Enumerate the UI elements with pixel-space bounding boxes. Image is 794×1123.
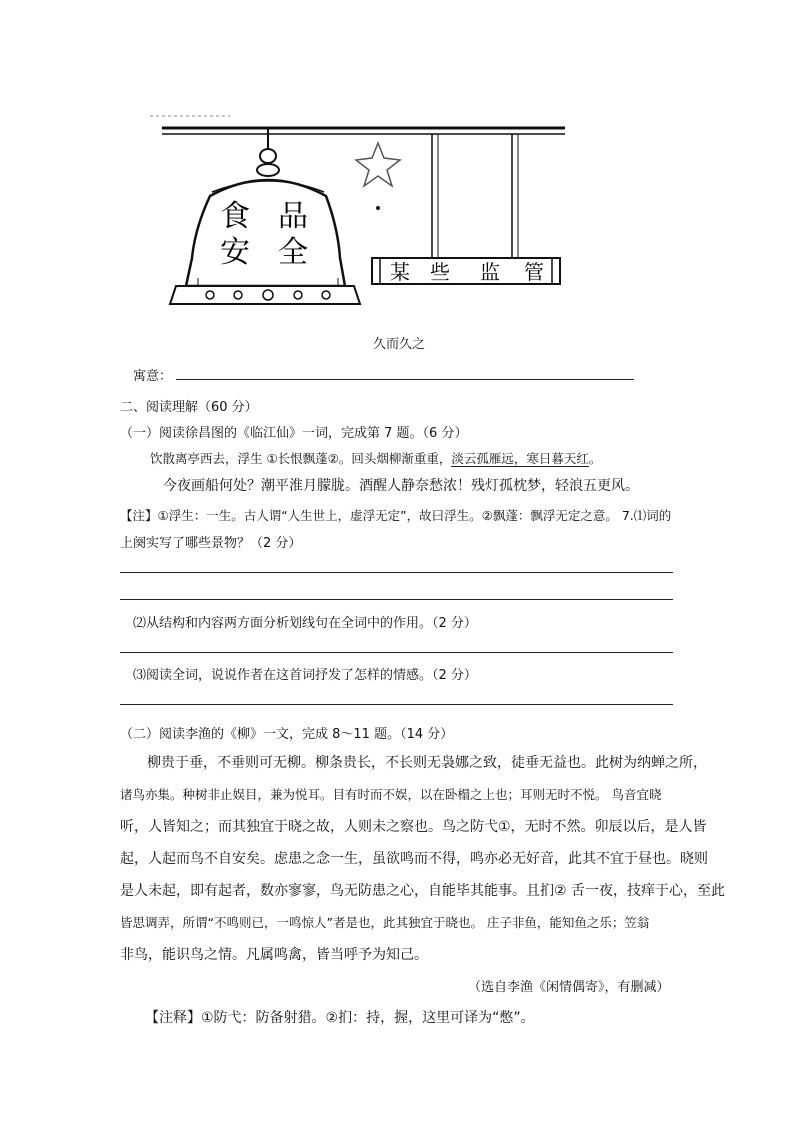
prose-line-6: 皆思调弄，所谓“不鸣则已，一鸣惊人”者是也，此其独宜于晓也。 庄子非鱼，能知鱼之乐；笠翁 — [120, 915, 650, 930]
prose-annotation: 【注释】①防弋：防备射猎。②扪：持，握，这里可译为“憋”。 — [145, 1010, 535, 1026]
question-7-2: ⑵从结构和内容两方面分析划线句在全词中的作用。（2 分） — [133, 616, 477, 631]
bell-char-1: 食 — [220, 199, 250, 234]
cartoon-illustration — [140, 108, 570, 318]
bell-char-2: 品 — [278, 199, 308, 234]
answer-line — [120, 599, 673, 600]
scroll-char-2: 些 — [430, 260, 450, 284]
prose-line-1: 柳贵于垂，不垂则可无柳。柳条贵长，不长则无袅娜之致，徒垂无益也。此树为纳蝉之所， — [147, 755, 707, 771]
answer-line — [120, 652, 673, 653]
poem-underlined-sentence: 淡云孤雁远，寒日暮天红 — [451, 451, 589, 466]
prose-line-5: 是人未起，即有起者，数亦寥寥，鸟无防患之心，自能毕其能事。且扪② 舌一夜，技痒于心，至此 — [120, 883, 725, 899]
scroll-char-1: 某 — [390, 260, 410, 284]
meaning-label: 寓意： — [133, 369, 173, 384]
poem-line-1-end: 。 — [588, 451, 602, 466]
prose-line-3: 听，人皆知之；而其独宜于晓之故，人则未之察也。鸟之防弋①，无时不然。卯辰以后，是人皆 — [120, 819, 707, 835]
answer-line — [120, 704, 673, 705]
poem-line-1 — [150, 449, 601, 467]
meaning-answer-line — [176, 379, 634, 380]
scroll-char-3: 监 — [480, 260, 500, 284]
poem-line-2: 今夜画船何处？潮平淮月朦胧。酒醒人静奈愁浓！残灯孤枕梦，轻浪五更风。 — [163, 478, 639, 494]
part2-intro: （二）阅读李渔的《柳》一文，完成 8～11 题。（14 分） — [120, 727, 454, 742]
answer-line — [120, 572, 673, 573]
scroll-char-4: 管 — [524, 260, 544, 284]
bell-char-4: 全 — [278, 235, 308, 270]
poem-note-line-1: 【注】①浮生：一生。古人谓“人生世上，虚浮无定”，故曰浮生。②飘蓬：飘浮无定之意。 7.⑴词的 — [120, 508, 672, 523]
section2-heading: 二、阅读理解（60 分） — [120, 400, 258, 415]
prose-line-7: 非鸟，能识鸟之情。凡属鸣禽，皆当呼予为知己。 — [120, 947, 428, 963]
part1-intro: （一）阅读徐昌图的《临江仙》一词，完成第 7 题。（6 分） — [120, 426, 468, 441]
poem-note-line-2: 上阕实写了哪些景物？（2 分） — [120, 536, 302, 551]
bell-char-3: 安 — [220, 235, 250, 270]
prose-line-2: 诸鸟亦集。种树非止娱目，兼为悦耳。目有时而不娱，以在卧榻之上也；耳则无时不悦。 鸟音宜晓 — [120, 787, 662, 802]
question-7-3: ⑶阅读全词，说说作者在这首词抒发了怎样的情感。（2 分） — [133, 668, 477, 683]
prose-source: （选自李渔《闲情偶寄》，有删减） — [468, 980, 670, 995]
cartoon-caption: 久而久之 — [373, 337, 426, 352]
prose-line-4: 起，人起而鸟不自安矣。虑患之念一生，虽欲鸣而不得，鸣亦必无好音，此其不宜于昼也。晓则 — [120, 851, 708, 867]
poem-line-1-text: 饮散离亭西去，浮生 ①长恨飘蓬②。回头烟柳渐重重， — [150, 451, 452, 466]
